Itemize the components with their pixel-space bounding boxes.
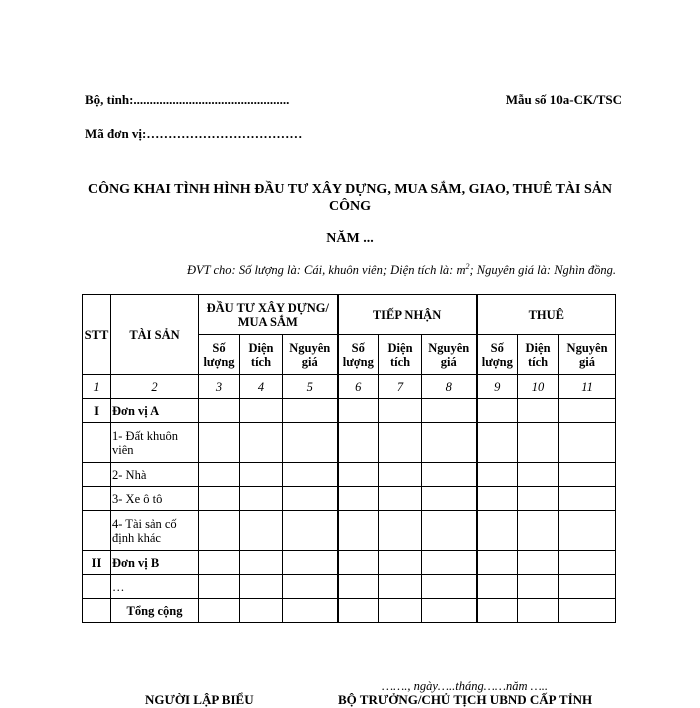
column-number: 4: [240, 375, 283, 399]
invest-cost-header: Nguyên giá: [283, 335, 338, 375]
table-row: [83, 423, 616, 463]
receive-cost-header: Nguyên giá: [422, 335, 477, 375]
empty-cell: [379, 575, 422, 599]
table-row: [83, 599, 616, 623]
empty-cell: [477, 487, 518, 511]
empty-cell: [518, 423, 559, 463]
empty-cell: [518, 487, 559, 511]
empty-cell: [559, 399, 616, 423]
empty-cell: [559, 551, 616, 575]
column-number: 2: [111, 375, 199, 399]
table-header-row: [83, 295, 616, 335]
empty-cell: [379, 423, 422, 463]
empty-cell: [338, 575, 379, 599]
unit-note-suffix: ; Nguyên giá là: Nghìn đồng.: [469, 263, 616, 278]
empty-cell: [518, 511, 559, 551]
asset-table: [82, 294, 616, 623]
unit-note-sup: 2: [465, 262, 470, 271]
empty-cell: [283, 511, 338, 551]
empty-cell: [518, 575, 559, 599]
empty-cell: [283, 463, 338, 487]
empty-cell: [559, 575, 616, 599]
ministry-dots: ................................................: [133, 92, 290, 107]
empty-cell: [338, 423, 379, 463]
unit-code-label: Mã đơn vị:: [85, 126, 147, 141]
table-row: [83, 511, 616, 551]
column-number: 6: [338, 375, 379, 399]
empty-cell: [477, 599, 518, 623]
row-stt: [83, 487, 111, 511]
empty-cell: [240, 551, 283, 575]
col-asset-header: TÀI SẢN: [111, 295, 199, 375]
column-number: 11: [559, 375, 616, 399]
empty-cell: [338, 551, 379, 575]
empty-cell: [199, 399, 240, 423]
row-asset-name: 3- Xe ô tô: [111, 487, 199, 511]
empty-cell: [518, 399, 559, 423]
empty-cell: [477, 551, 518, 575]
report-year: NĂM ...: [326, 231, 374, 246]
group-receive-header: TIẾP NHẬN: [338, 295, 477, 335]
empty-cell: [199, 599, 240, 623]
empty-cell: [283, 423, 338, 463]
group-rent-header: THUÊ: [477, 295, 616, 335]
col-stt-header: STT: [83, 295, 111, 375]
row-asset-name: 1- Đất khuôn viên: [111, 423, 199, 463]
column-number: 8: [422, 375, 477, 399]
empty-cell: [477, 399, 518, 423]
empty-cell: [199, 463, 240, 487]
row-stt: [83, 423, 111, 463]
receive-qty-header: Số lượng: [338, 335, 379, 375]
empty-cell: [379, 511, 422, 551]
empty-cell: [199, 423, 240, 463]
unit-code-dots: ………………………………: [146, 126, 303, 141]
unit-note: [187, 262, 616, 278]
empty-cell: [240, 487, 283, 511]
column-number: 10: [518, 375, 559, 399]
signer-left: NGƯỜI LẬP BIỂU: [145, 692, 254, 707]
row-asset-name: 2- Nhà: [111, 463, 199, 487]
table-row: [83, 575, 616, 599]
column-number: 3: [199, 375, 240, 399]
empty-cell: [199, 511, 240, 551]
table-row: [83, 399, 616, 423]
invest-area-header: Diện tích: [240, 335, 283, 375]
ministry-line: [85, 92, 289, 108]
signer-right: BỘ TRƯỞNG/CHỦ TỊCH UBND CẤP TỈNH: [338, 692, 593, 707]
rent-cost-header: Nguyên giá: [559, 335, 616, 375]
column-number: 5: [283, 375, 338, 399]
footer-date: ……., ngày…..tháng……năm …..: [382, 679, 548, 693]
row-stt: [83, 463, 111, 487]
column-number-row: [83, 375, 616, 399]
invest-qty-header: Số lượng: [199, 335, 240, 375]
table-row: [83, 551, 616, 575]
empty-cell: [379, 463, 422, 487]
row-asset-name: Đơn vị B: [111, 551, 199, 575]
empty-cell: [559, 487, 616, 511]
column-number: 1: [83, 375, 111, 399]
empty-cell: [338, 599, 379, 623]
row-asset-name: Tổng cộng: [111, 599, 199, 623]
empty-cell: [338, 487, 379, 511]
empty-cell: [283, 551, 338, 575]
unit-note-prefix: ĐVT cho: Số lượng là: Cái, khuôn viên; Diện tích là: m: [186, 263, 466, 278]
empty-cell: [379, 487, 422, 511]
empty-cell: [477, 463, 518, 487]
empty-cell: [422, 511, 477, 551]
group-invest-header: ĐẦU TƯ XÂY DỰNG/ MUA SẮM: [199, 295, 338, 335]
empty-cell: [379, 399, 422, 423]
empty-cell: [199, 551, 240, 575]
column-number: 9: [477, 375, 518, 399]
empty-cell: [422, 575, 477, 599]
empty-cell: [338, 463, 379, 487]
empty-cell: [240, 423, 283, 463]
empty-cell: [283, 599, 338, 623]
empty-cell: [559, 423, 616, 463]
title-line-1: CÔNG KHAI TÌNH HÌNH ĐẦU TƯ XÂY DỰNG, MUA SẮM, GIAO, THUÊ TÀI SẢN: [87, 182, 612, 197]
unit-code-line: [85, 126, 302, 142]
empty-cell: [477, 511, 518, 551]
empty-cell: [518, 551, 559, 575]
empty-cell: [559, 599, 616, 623]
empty-cell: [283, 399, 338, 423]
row-asset-name: Đơn vị A: [111, 399, 199, 423]
empty-cell: [422, 399, 477, 423]
document-title: [70, 181, 630, 215]
empty-cell: [338, 399, 379, 423]
row-stt: [83, 511, 111, 551]
empty-cell: [422, 599, 477, 623]
receive-area-header: Diện tích: [379, 335, 422, 375]
row-asset-name: …: [111, 575, 199, 599]
empty-cell: [477, 423, 518, 463]
empty-cell: [559, 511, 616, 551]
empty-cell: [283, 487, 338, 511]
row-stt: [83, 575, 111, 599]
empty-cell: [199, 487, 240, 511]
row-stt: [83, 599, 111, 623]
rent-qty-header: Số lượng: [477, 335, 518, 375]
empty-cell: [477, 575, 518, 599]
empty-cell: [240, 399, 283, 423]
empty-cell: [422, 463, 477, 487]
empty-cell: [240, 599, 283, 623]
ministry-label: Bộ, tỉnh:: [85, 92, 134, 107]
column-number: 7: [379, 375, 422, 399]
empty-cell: [283, 575, 338, 599]
row-stt: II: [83, 551, 111, 575]
empty-cell: [422, 423, 477, 463]
empty-cell: [518, 463, 559, 487]
empty-cell: [240, 575, 283, 599]
form-number: Mẫu số 10a-CK/TSC: [505, 92, 622, 107]
empty-cell: [559, 463, 616, 487]
table-row: [83, 463, 616, 487]
asset-rows: [83, 399, 616, 623]
empty-cell: [338, 511, 379, 551]
empty-cell: [240, 463, 283, 487]
rent-area-header: Diện tích: [518, 335, 559, 375]
empty-cell: [379, 599, 422, 623]
empty-cell: [379, 551, 422, 575]
row-asset-name: 4- Tài sản cố định khác: [111, 511, 199, 551]
empty-cell: [422, 551, 477, 575]
empty-cell: [240, 511, 283, 551]
empty-cell: [518, 599, 559, 623]
empty-cell: [422, 487, 477, 511]
row-stt: I: [83, 399, 111, 423]
empty-cell: [199, 575, 240, 599]
table-row: [83, 487, 616, 511]
title-line-2: CÔNG: [329, 199, 371, 214]
